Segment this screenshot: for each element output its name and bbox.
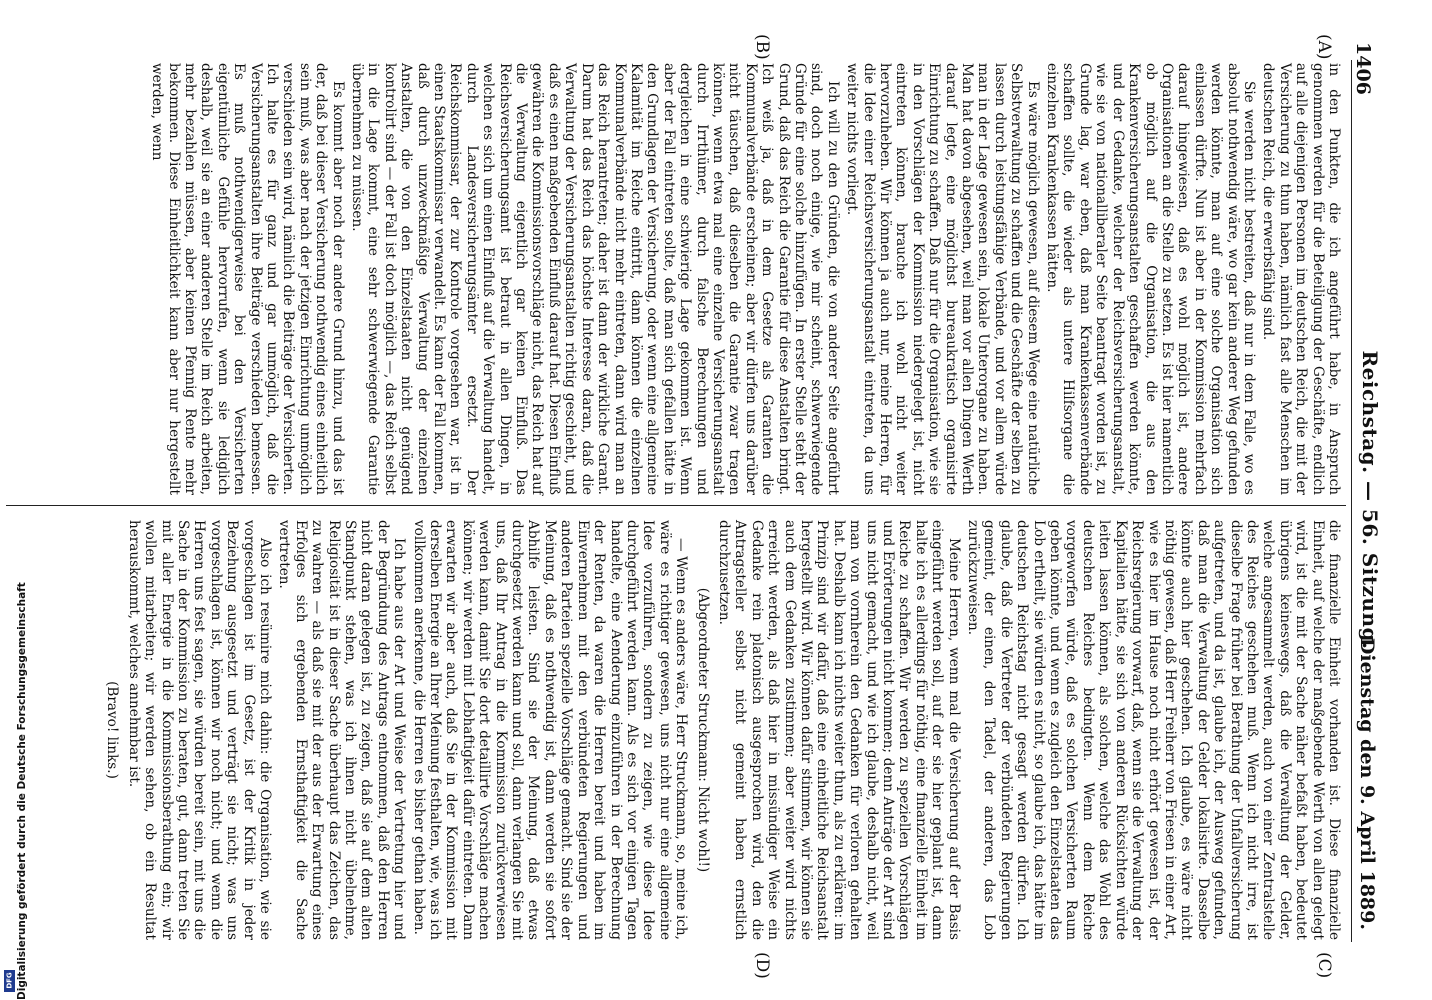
paragraph: Sie werden nicht bestreiten, daß nur in dem Falle, wo es absolut nothwendig wäre, wo gar kein anderer Weg gefunden werden könnte, man auf eine solche Organisation sich einlassen dürfte. Nun ist aber in der Kommission mehrfach darauf hingewiesen, daß es wohl möglich ist, andere Organisationen an die Stelle zu setzen. Es ist hier namentlich ob möglich auf die Organisation, die aus den Krankenversicherungsanstalten geschaffen werden könnte, und der Gedanke, welcher der Reichsversicherungsanstalt, wie sie von nationalliberaler Seite beantragt worden ist, zu Grunde lag, war eben, daß man Krankenkassenverbände schaffen sollte, die wieder als untere Hilfsorgane die einzelnen Krankenkassen hätten.	[1044, 63, 1257, 495]
page-number: 1406	[1352, 42, 1374, 95]
paragraph: Meine Herren, wenn mal die Versicherung auf der Basis eingeführt werden soll, auf der sie hier geplant ist, dann halte ich es allerdings für nöthig, eine finanzielle Einheit im Reiche zu schaffen. Wir werden zu speziellen Vorschlägen und Erörterungen nicht kommen; denn Anträge der Art sind uns nicht gemacht, und wie ich glaube, deshalb nicht, weil man von vornherein den Gedanken für verloren gehalten hat. Deshalb kann ich nichts weiter thun, als zu erklären: im Prinzip sind wir dafür, daß eine einheitliche Reichsanstalt hergestellt wird. Wir können dafür stimmen, wir können sie auch dem Gedanken zustimmen; aber weiter wird nichts erreicht werden, als daß hier in missündiger Weise ein Gedanke rein platonisch ausgesprochen wird, den die Antragsteller selbst nicht gemeint haben ernstlich durchzusetzen.	[715, 520, 962, 940]
dfg-logo: DFG	[4, 970, 15, 992]
column-divider	[6, 505, 1346, 506]
right-column	[99, 520, 1342, 940]
margin-mark-d: (D)	[752, 952, 772, 979]
paragraph: Also ich resümire mich dahin: die Organisation, wie sie vorgeschlagen ist im Gesetz, ist der Kritik in jeder Beziehung ausgesetzt und verträgt sie nicht; was uns vorgeschlagen ist, können wir noch nicht; und wenn die Herren uns fest sagen, sie würden bereit sein, mit uns die Sache in der Kommission zu beraten, gut, dann treten Sie mit aller Energie in die Kommissionsberathung ein; wir wollen mitarbeiten; wir werden sehen, ob ein Resultat herauskommt, welches annehmbar ist.	[125, 520, 273, 940]
left-column	[146, 63, 1342, 495]
running-head: Reichstag. — 56. Sitzung.	[1358, 350, 1382, 650]
paragraph: Es kommt aber noch der andere Grund hinzu, und das ist der, daß bei dieser Versicherung nothwendig eines einheitlich sein muß, was aber nach der jetzigen Einrichtung unmöglich verschieden sein wird, nämlich die Beiträge der Versicherten. Ich halte es für ganz und gar unmöglich, daß die Versicherungsanstalten ihre Beiträge verschieden bemessen. Es muß nothwendigerweise bei den Versicherten eigentümliche Gefühle hervorrufen, wenn sie lediglich deshalb, weil sie an einer anderen Stelle im Reich arbeiten, mehr bezahlen müssen, aber keinen Pfennig Rente mehr bekommen. Diese Einheitlichkeit kann aber nur hergestellt werden, wenn	[149, 63, 346, 495]
paragraph: die finanzielle Einheit vorhanden ist. Diese finanzielle Einheit, auf welche der maßgebende Werth von allen gelegt wird, ist die mit der Sache näher befaßt haben, bedeutet übrigens keineswegs, daß die Verwaltung der Gelder, welche angesammelt werden, auch von einer Zentralstelle des Reiches geschehen muß. Wenn ich nicht irre, ist dieselbe Frage früher bei Berathung der Unfallversicherung aufgetreten, und da ist, glaube ich, der Ausweg gefunden, daß man die Verwaltung der Gelder lokalisirte. Dasselbe könnte auch hier geschehen. Ich glaube, es wäre nicht nöthig gewesen, daß Herr Freiherr von Friesen in einer Art, wie es hier im Hause noch nicht erhört gewesen ist, der Reichsregierung vorwarf, daß, wenn sie die Verwaltung der Kapitalien hätte, sie sich von anderen Rücksichten würde leiten lassen können, als solchen, welche das Wohl des deutschen Reiches bedingten. Wenn dem Reiche vorgeworfen würde, daß es solchen Versicherten Raum geben könnte, und wenn es zugleich den Einzelstaaten das Lob ertheilt, sie würden es nicht, so glaube ich, das hätte im deutschen Reichstag nicht gesagt werden dürfen. Ich glaube, daß die Vertreter der verbündeten Regierungen gemeint, der einen, den Tadel, der anderen, das Lob zurückzuweisen.	[965, 520, 1342, 940]
margin-mark-a: (A)	[1314, 34, 1334, 60]
header-rule	[1351, 60, 1352, 942]
applause-note: (Bravo! links.)	[104, 681, 121, 779]
paragraph: Es wäre möglich gewesen, auf diesem Wege eine natürliche Selbstverwaltung zu schaffen und die Geschäfte der selben zu lassen durch leistungsfähige Verbände, und vor allem würde man in der Lage gewesen sein, lokale Unterorgane zu haben. Man hat davon abgesehen, weil man vor allen Dingen Werth darauf legte, eine möglichst bureaukratisch organisirte Einrichtung zu schaffen. Daß nur für die Organisation, wie sie in den Vorschlägen der Kommission niedergelegt ist, nicht eintreten können, brauche ich wohl nicht weiter hervorzuheben. Wir können ja auch nur, meine Herren, für die Idee einer Reichsversicherungsanstalt eintreten, da uns weiter nichts vorliegt.	[844, 63, 1041, 495]
margin-mark-b: (B)	[752, 34, 772, 60]
paragraph: — Wenn es anders wäre, Herr Struckmann, so, meine ich, wäre es richtiger gewesen, uns nicht nur eine allgemeine Idee vorzuführen, sondern zu zeigen, wie diese Idee durchgeführt werden kann. Als es sich vor einigen Tagen handelte, eine Aenderung einzuführen in der Berechnung der Renten, da waren die Herren bereit und haben im Einvernehmen mit den verbündeten Regierungen und anderen Parteien spezielle Vorschläge gemacht. Sind sie der Meinung, daß es nothwendig ist, dann werden sie sofort Abhilfe leisten. Sind sie der Meinung, daß etwas durchgesetzt werden kann und soll, dann verlangen Sie mit uns, daß Ihr Antrag in die Kommission zurückverwiesen werden kann, damit Sie dort detaillirte Vorschläge machen können; wir werden mit Lebhaftigkeit dafür eintreten. Dann erwarten wir aber auch, daß Sie in der Kommission mit derselben Energie an Ihrer Meinung festhalten, wie, was ich vollkommen anerkenne, die Herren es bisher gethan haben.	[410, 520, 690, 940]
interjection: (Abgeordneter Struckmann: Nicht wohl!)	[694, 587, 711, 873]
paragraph: in den Punkten, die ich angeführt habe, in Anspruch genommen werden für die Beteiligung der Geschäfte, endlich auf alle diejenigen Personen im deutschen Reich, die mit der Versicherung zu thun haben, nämlich fast alle Menschen im deutschen Reich, die erwerbsfähig sind.	[1260, 63, 1342, 495]
margin-mark-c: (C)	[1314, 952, 1334, 979]
paragraph: Ich habe aus der Art und Weise der Vertretung hier und der Begründung des Antrags entnommen, daß den Herren nicht daran gelegen ist, zu zeigen, daß sie auf dem alten Standpunkt stehen, was ich ihnen nicht übelnehme, Religiosität ist in dieser Sache überhaupt das Zeichen, das zu wahren — als daß sie mit der aus der Erwartung eines Erfolges sich ergebenden Ernsthaftigkeit die Sache vertreten.	[276, 520, 408, 940]
paragraph: Ich will zu den Gründen, die von anderer Seite angeführt sind, doch noch einige, wie mir scheint, schwerwiegende Gründe für eine solche hinzufügen. In erster Stelle steht der Grund, daß das Reich die Garantie für diese Anstalten bringt. Ich weiß ja, daß in dem Gesetze als Garanten die Kommunalverbände erscheinen; aber wir dürfen uns darüber nicht täuschen, daß dieselben die Garantie zwar tragen können, wenn etwa mal eine einzelne Versicherungsanstalt durch Irrthümer, durch falsche Berechnungen und dergleichen in eine schwierige Lage gekommen ist. Wenn aber der Fall eintreten sollte, daß man sich gefallen hätte in den Grundlagen der Versicherung, oder wenn eine allgemeine Kalamität im Reiche eintritt, dann können die einzelnen Kommunalverbände nicht mehr eintreten, dann wird man an das Reich herantreten; daher ist dann der wirkliche Garant. Darum hat das Reich das höchste Interesse daran, daß die Verwaltung der Versicherungsanstalten richtig geschieht, und daß es einen maßgebenden Einfluß darauf hat. Diesen Einfluß gewähren die Kommissionsvorschläge nicht, das Reich hat auf die Verwaltung eigentlich gar keinen Einfluß. Das Reichsversicherungsamt ist betraut in allen Dingen, in welchen es sich um einen Einfluß auf die Verwaltung handelt, durch Landesversicherungsämter ersetzt. Der Reichskommissar, der zur Kontrole vorgesehen war, ist in einen Staatskommissar verwandelt. Es kann der Fall kommen, daß durch unzweckmäßige Verwaltung der einzelnen Anstalten, die von den Einzelstaaten nicht genügend kontrolirt sind — der Fall ist doch möglich —, das Reich selbst in die Lage kommt, eine sehr schwerwiegende Garantie übernehmen zu müssen.	[349, 63, 841, 495]
session-date: Dienstag den 9. April 1889.	[1356, 637, 1378, 930]
digitization-credit: Digitalisierung gefördert durch die Deutsche Forschungsgemeinschaft	[16, 582, 28, 1000]
